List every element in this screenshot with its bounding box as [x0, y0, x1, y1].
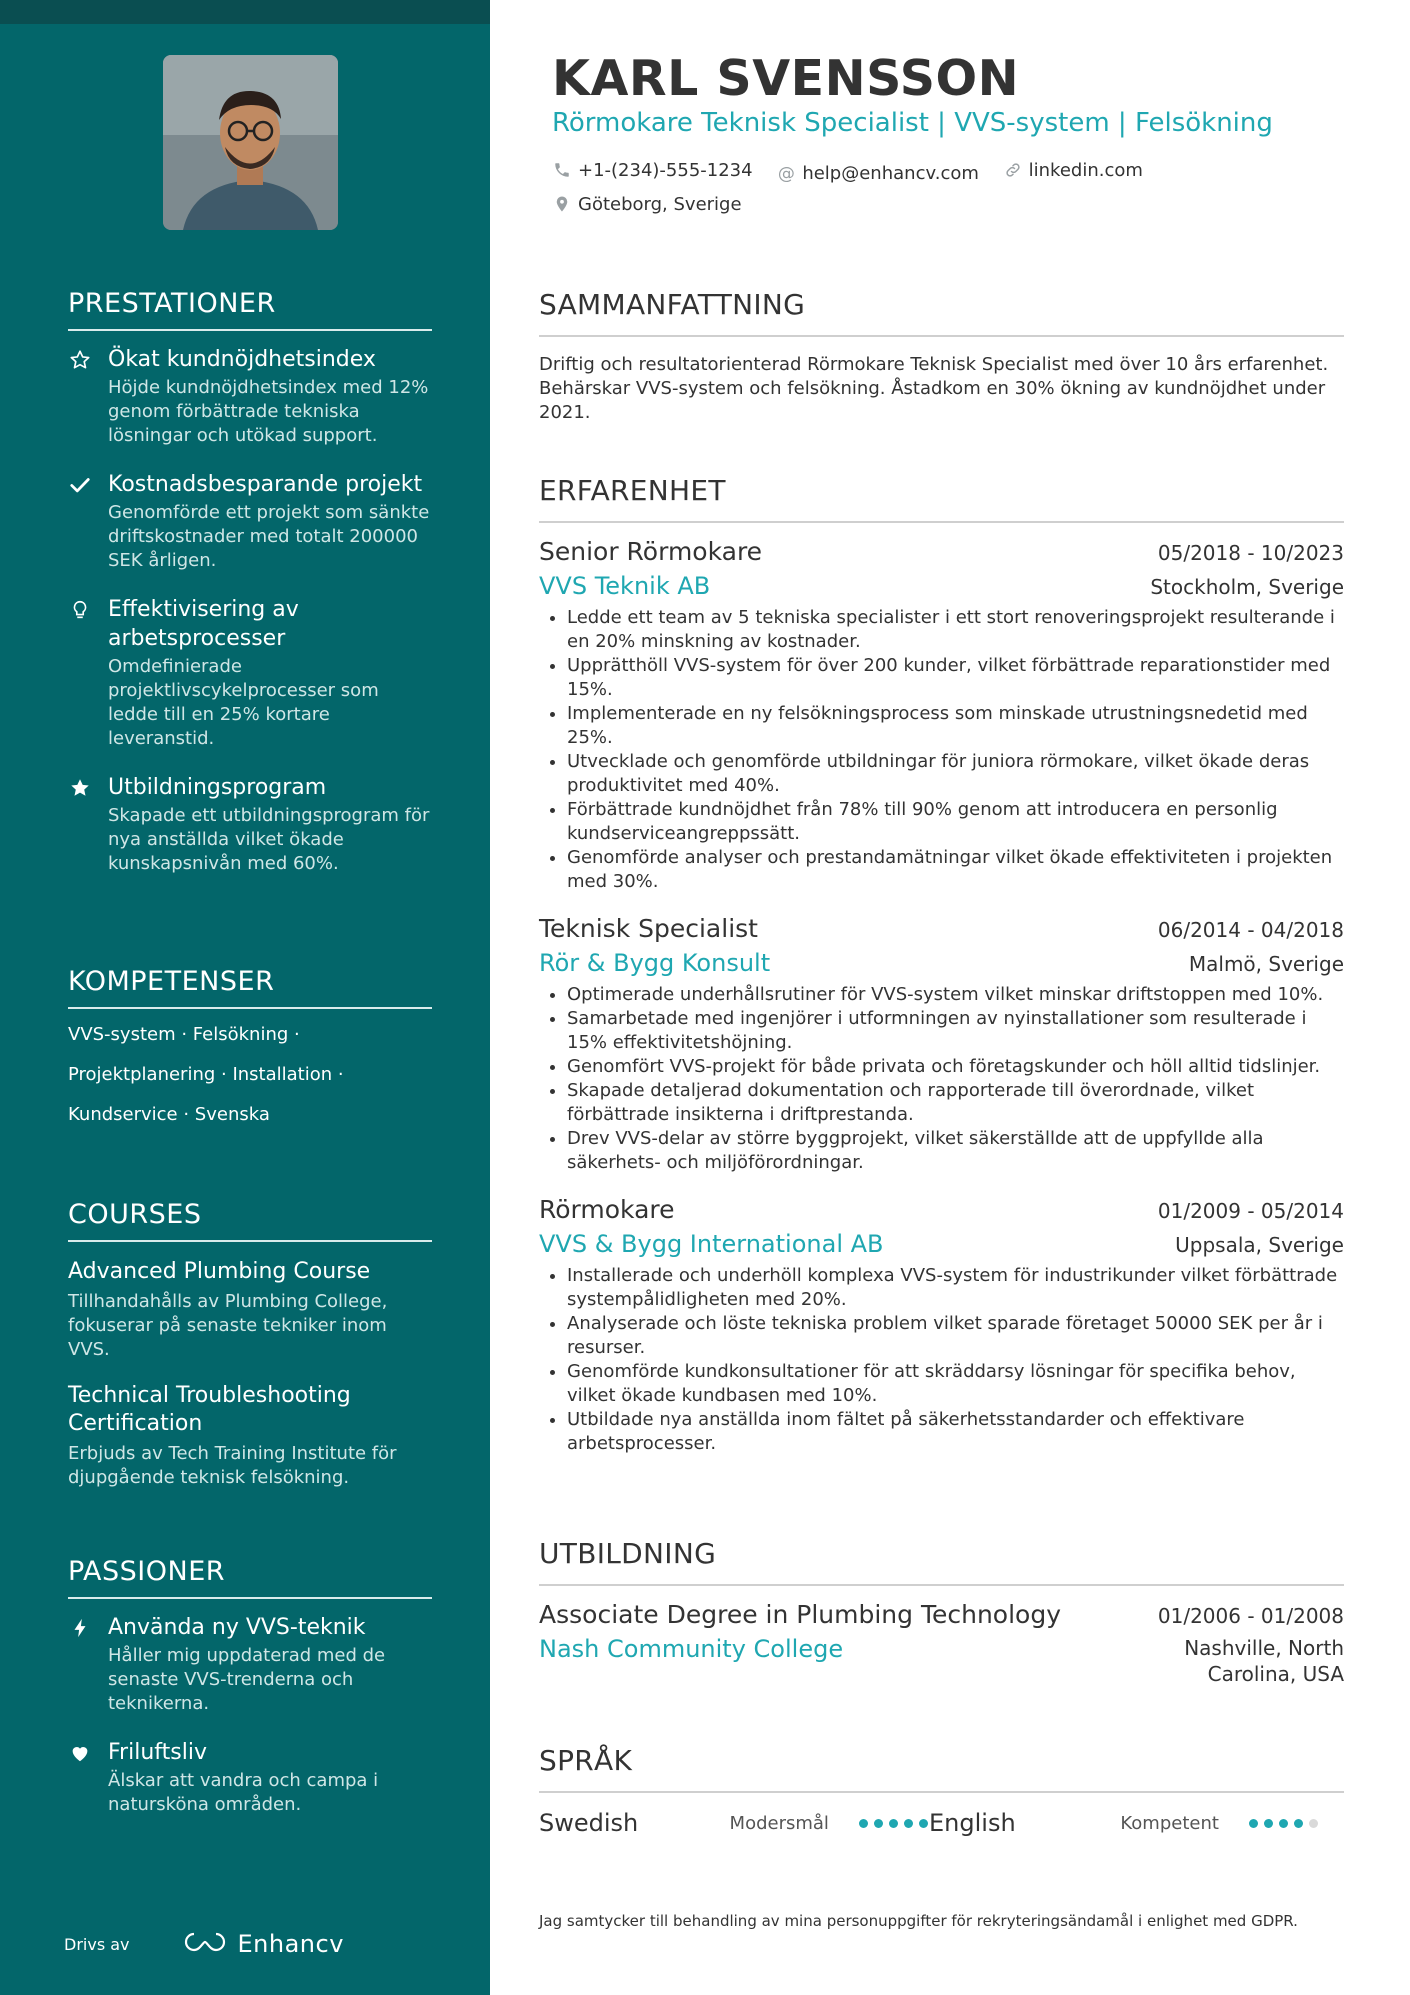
- achievement-title: Utbildningsprogram: [108, 775, 327, 800]
- job-title: Senior Rörmokare: [539, 537, 763, 566]
- achievement-item: [68, 773, 432, 876]
- degree-title: Associate Degree in Plumbing Technology: [539, 1600, 1061, 1629]
- school-name: Nash Community College: [539, 1635, 844, 1663]
- job-company: VVS & Bygg International AB: [539, 1230, 884, 1258]
- passion-title: Använda ny VVS-teknik: [108, 1615, 366, 1640]
- experience-section: [539, 474, 1344, 1456]
- job-bullet: • Genomförde analyser och prestandamätningar vilket ökade effektiviteten i projekten med 30%.: [567, 846, 1344, 894]
- passion-desc: Håller mig uppdaterad med de senaste VVS-trenderna och teknikerna.: [108, 1645, 386, 1714]
- rating-dot-filled: [919, 1819, 928, 1828]
- star-filled-icon: [68, 777, 92, 801]
- education-section: [539, 1537, 1344, 1687]
- job-title: Teknisk Specialist: [539, 914, 758, 943]
- star-outline-icon: [68, 349, 92, 373]
- gdpr-consent: Jag samtycker till behandling av mina personuppgifter för rekryteringsändamål i enlighet med GDPR.: [539, 1912, 1298, 1930]
- job-dates: 06/2014 - 04/2018: [1157, 918, 1344, 942]
- job-company: VVS Teknik AB: [539, 572, 711, 600]
- location-pin-icon: [552, 195, 572, 215]
- job-dates: 01/2009 - 05/2014: [1157, 1199, 1344, 1223]
- course-desc: Tillhandahålls av Plumbing College, fokuserar på senaste tekniker inom VVS.: [68, 1291, 388, 1360]
- profile-photo-illustration: [163, 55, 338, 230]
- link-icon: [1003, 161, 1023, 181]
- contact-location: [552, 194, 742, 215]
- courses-section: [68, 1199, 432, 1490]
- achievement-item: [68, 345, 432, 448]
- passion-item: [68, 1613, 432, 1716]
- rating-dot-filled: [874, 1819, 883, 1828]
- contact-phone: [552, 160, 753, 181]
- job-bullet: • Upprätthöll VVS-system för över 200 kunder, vilket förbättrade reparationstider med 15%.: [567, 654, 1344, 702]
- location-text: Göteborg, Sverige: [578, 194, 742, 215]
- email-text: help@enhancv.com: [802, 163, 979, 184]
- courses-title: COURSES: [68, 1199, 432, 1242]
- summary-section: [539, 288, 1344, 425]
- rating-dot-empty: [1309, 1819, 1318, 1828]
- job-dates: 05/2018 - 10/2023: [1157, 541, 1344, 565]
- lightning-icon: [68, 1617, 92, 1641]
- phone-text: +1-(234)-555-1234: [578, 160, 753, 181]
- job-entry: [539, 1195, 1344, 1456]
- job-location: Malmö, Sverige: [1188, 952, 1344, 976]
- job-company: Rör & Bygg Konsult: [539, 949, 771, 977]
- achievement-desc: Omdefinierade projektlivscykelprocesser som ledde till en 25% kortare leveranstid.: [108, 656, 379, 749]
- education-location: [1184, 1635, 1344, 1687]
- achievement-desc: Höjde kundnöjdhetsindex med 12% genom förbättrade tekniska lösningar och utökad support.: [108, 377, 429, 446]
- education-dates: 01/2006 - 01/2008: [1157, 1604, 1344, 1628]
- achievement-title: Ökat kundnöjdhetsindex: [108, 347, 376, 372]
- language-level: Modersmål: [729, 1812, 829, 1834]
- education-location-line1: Nashville, North: [1184, 1636, 1344, 1660]
- achievement-desc: Skapade ett utbildningsprogram för nya anställda vilket ökade kunskapsnivån med 60%.: [108, 805, 430, 874]
- main-content: [490, 0, 1410, 1995]
- job-bullet: • Optimerade underhållsrutiner för VVS-system vilket minskar driftstoppen med 10%.: [567, 983, 1344, 1007]
- job-bullet: • Utvecklade och genomförde utbildningar för juniora rörmokare, vilket ökade deras produktivitet med 40%.: [567, 750, 1344, 798]
- rating-dot-filled: [889, 1819, 898, 1828]
- achievement-item: [68, 470, 432, 573]
- summary-title: SAMMANFATTNING: [539, 288, 1344, 337]
- job-bullet: • Drev VVS-delar av större byggprojekt, vilket säkerställde att de uppfyllde alla säkerhets- och miljöförordningar.: [567, 1127, 1344, 1175]
- rating-dot-filled: [904, 1819, 913, 1828]
- job-location: Uppsala, Sverige: [1175, 1233, 1344, 1257]
- contact-info: [552, 160, 1352, 225]
- skills-section: [68, 966, 432, 1127]
- rating-dot-filled: [1264, 1819, 1273, 1828]
- achievement-item: [68, 595, 432, 751]
- profile-photo: [163, 55, 338, 230]
- language-level: Kompetent: [1120, 1812, 1219, 1834]
- job-bullet: • Installerade och underhöll komplexa VVS-system för industrikunder vilket förbättrade systempålidligheten med 20%.: [567, 1264, 1344, 1312]
- heart-icon: [68, 1742, 92, 1766]
- rating-dot-filled: [859, 1819, 868, 1828]
- lightbulb-icon: [68, 599, 92, 623]
- course-desc: Erbjuds av Tech Training Institute för djupgående teknisk felsökning.: [68, 1443, 397, 1488]
- brand-name: Enhancv: [237, 1930, 344, 1958]
- job-title: Rörmokare: [539, 1195, 675, 1224]
- checkmark-icon: [68, 474, 92, 498]
- education-entry: [539, 1600, 1344, 1687]
- rating-dot-filled: [1294, 1819, 1303, 1828]
- powered-by-label: Drivs av: [64, 1934, 130, 1954]
- at-sign-icon: @: [777, 163, 795, 184]
- achievement-title: Kostnadsbesparande projekt: [108, 472, 423, 497]
- powered-by-footer: [64, 1930, 344, 1958]
- job-bullet: • Samarbetade med ingenjörer i utformningen av nyinstallationer som resulterade i 15% effektivitetshöjning.: [567, 1007, 1344, 1055]
- languages-section: [539, 1744, 1344, 1837]
- tagline: Rörmokare Teknisk Specialist | VVS-system | Felsökning: [552, 108, 1273, 138]
- job-bullets: [539, 983, 1344, 1175]
- passions-section: [68, 1556, 432, 1817]
- language-rating: [1249, 1819, 1344, 1828]
- course-title: Advanced Plumbing Course: [68, 1259, 371, 1284]
- skills-title: KOMPETENSER: [68, 966, 432, 1009]
- job-entry: [539, 914, 1344, 1175]
- job-bullet: • Ledde ett team av 5 tekniska specialister i ett stort renoveringsprojekt resulterande i en 20% minskning av kostnader.: [567, 606, 1344, 654]
- sidebar: [0, 0, 490, 1995]
- skill-line: Kundservice · Svenska: [68, 1104, 270, 1125]
- contact-email[interactable]: [776, 163, 979, 184]
- language-name: Swedish: [539, 1809, 639, 1837]
- summary-text: Driftig och resultatorienterad Rörmokare Teknisk Specialist med över 10 års erfarenhet. Behärskar VVS-system och felsökning. Åstadkom en 30% ökning av kundnöjdhet under 2021.: [539, 354, 1329, 423]
- job-bullets: [539, 606, 1344, 894]
- passions-title: PASSIONER: [68, 1556, 432, 1599]
- achievement-title: Effektivisering av arbetsprocesser: [108, 597, 299, 651]
- job-location: Stockholm, Sverige: [1150, 575, 1344, 599]
- education-location-line2: Carolina, USA: [1207, 1662, 1344, 1686]
- candidate-name: KARL SVENSSON: [552, 50, 1020, 107]
- job-bullet: • Utbildade nya anställda inom fältet på säkerhetsstandarder och effektivare arbetsprocesser.: [567, 1408, 1344, 1456]
- languages-title: SPRÅK: [539, 1744, 1344, 1793]
- job-entry: [539, 537, 1344, 894]
- rating-dot-filled: [1279, 1819, 1288, 1828]
- job-bullet: • Skapade detaljerad dokumentation och rapporterade till överordnade, vilket förbättrade insikterna i driftprestanda.: [567, 1079, 1344, 1127]
- job-bullets: [539, 1264, 1344, 1456]
- course-title: Technical Troubleshooting Certification: [68, 1383, 351, 1436]
- achievements-section: [68, 288, 432, 876]
- phone-icon: [552, 161, 572, 181]
- languages-row: [539, 1809, 1344, 1837]
- linkedin-text: linkedin.com: [1028, 160, 1143, 181]
- experience-title: ERFARENHET: [539, 474, 1344, 523]
- passion-title: Friluftsliv: [108, 1740, 207, 1765]
- skill-line: Projektplanering · Installation ·: [68, 1064, 344, 1085]
- job-bullet: • Analyserade och löste tekniska problem vilket sparade företaget 50000 SEK per år i resurser.: [567, 1312, 1344, 1360]
- job-bullet: • Implementerade en ny felsökningsprocess som minskade utrustningsnedetid med 25%.: [567, 702, 1344, 750]
- skill-line: VVS-system · Felsökning ·: [68, 1024, 300, 1045]
- rating-dot-filled: [1249, 1819, 1258, 1828]
- education-title: UTBILDNING: [539, 1537, 1344, 1586]
- enhancv-logo-icon: [182, 1930, 228, 1958]
- passion-desc: Älskar att vandra och campa i natursköna områden.: [108, 1770, 379, 1815]
- achievements-title: PRESTATIONER: [68, 288, 432, 331]
- job-bullet: • Förbättrade kundnöjdhet från 78% till 90% genom att introducera en personlig kundserviceangreppssätt.: [567, 798, 1344, 846]
- contact-linkedin[interactable]: [1003, 160, 1143, 181]
- achievement-desc: Genomförde ett projekt som sänkte driftskostnader med totalt 200000 SEK årligen.: [108, 502, 430, 571]
- passion-item: [68, 1738, 432, 1817]
- language-name: English: [929, 1809, 1016, 1837]
- job-bullet: • Genomfört VVS-projekt för både privata och företagskunder och höll alltid tidslinjer.: [567, 1055, 1344, 1079]
- sidebar-top-bar: [0, 0, 490, 24]
- job-bullet: • Genomförde kundkonsultationer för att skräddarsy lösningar för specifika behov, vilket ökade kundbasen med 10%.: [567, 1360, 1344, 1408]
